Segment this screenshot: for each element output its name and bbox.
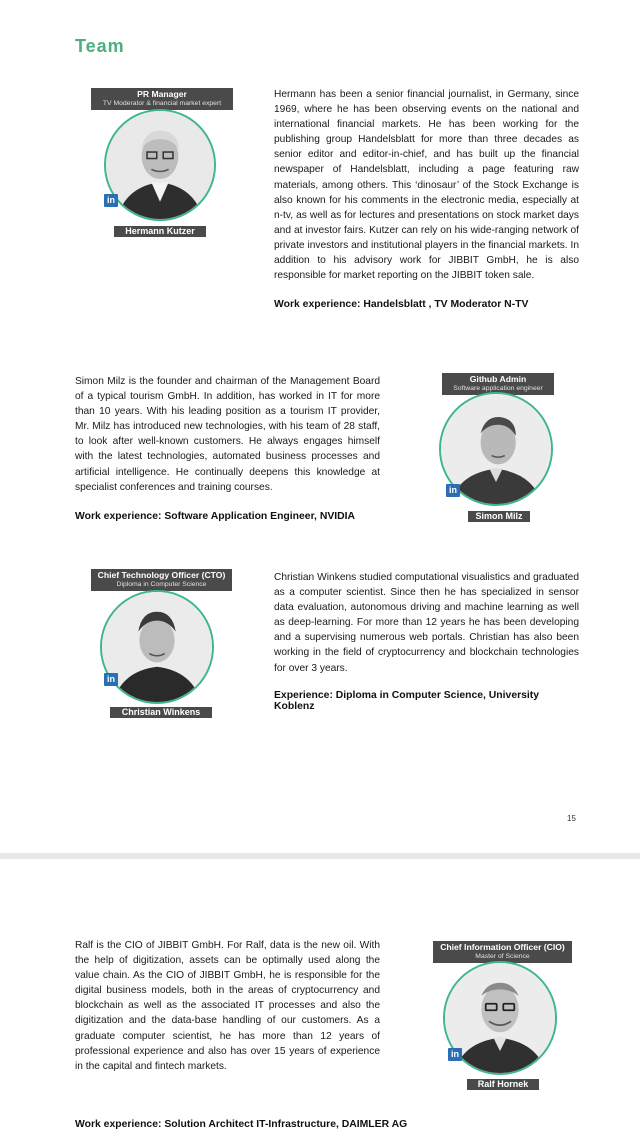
- member-bio: Ralf is the CIO of JIBBIT GmbH. For Ralf, data is the new oil. With the help of digitization, assets can be optimally used along the value chain. As the CIO of JIBBIT GmbH, he is responsible for the digital business models, both in the areas of cryptocurrency and blockchain as well as the associated IT processes and also the digitization and the data-base handling of our customers. As a graduate computer scientist, he has more than 12 years of professional experience and also has over 15 years of experience in the capital and fintech markets.: [75, 940, 380, 1072]
- linkedin-icon[interactable]: in: [104, 673, 118, 686]
- member-name: Ralf Hornek: [467, 1079, 539, 1090]
- portrait-image: [102, 592, 212, 702]
- member-bio: Simon Milz is the founder and chairman of the Management Board of a typical tourism GmbH. In addition, has worked in IT for more than 10 years. With his leading position as a tourism IT provider, Mr. Milz has introduced new technologies, with his team of 28 staff, to look after well-known customers. He always engages himself with the latest technologies, automated business processes and artificial intelligence. He continually deepens this knowledge at specialist conferences and training courses.: [75, 376, 380, 493]
- role-tag: [433, 941, 572, 963]
- member-name: Christian Winkens: [110, 707, 212, 718]
- portrait-image: [106, 111, 214, 219]
- role-title: Github Admin: [469, 374, 527, 384]
- avatar: [104, 109, 216, 221]
- linkedin-icon[interactable]: in: [104, 194, 118, 207]
- member-experience: Work experience: Solution Architect IT-Infrastructure, DAIMLER AG: [75, 1119, 408, 1130]
- member-experience: Work experience: Software Application Engineer, NVIDIA: [75, 511, 356, 522]
- role-title: Chief Information Officer (CIO): [440, 942, 565, 952]
- linkedin-icon[interactable]: in: [448, 1048, 462, 1061]
- member-name: Hermann Kutzer: [114, 226, 206, 237]
- page-title: Team: [75, 36, 125, 56]
- page-divider: [0, 853, 640, 859]
- role-subtitle: Software application engineer: [453, 385, 543, 392]
- role-subtitle: Diploma in Computer Science: [116, 581, 207, 588]
- linkedin-icon[interactable]: in: [446, 484, 460, 497]
- member-experience: Work experience: Handelsblatt , TV Moderator N-TV: [274, 299, 529, 310]
- role-subtitle: Master of Science: [475, 953, 530, 960]
- member-bio: Christian Winkens studied computational visualistics and graduated as a computer scientist. Since then he has specialized in sensor data evaluation, autonomous driving and machine learning as well as deep-learning. For more than 12 years he has been developing and a supervising numerous web portals. Christian has also been working in the field of cryptocurrency and blockchain technologies for over 3 years.: [274, 572, 579, 674]
- member-bio: Hermann has been a senior financial journalist, in Germany, since 1969, where he has been observing events on the national and international financial markets. He has been working for the publishing group Handelsblatt for more than three decades as senior editor and editor-in-chief, and has built up the financial newspaper of Handelsblatt, including a page featuring raw materials, among others. This ‘dinosaur’ of the Stock Exchange is also known for his comments in the electronic media, especially at n-tv, as well as for lectures and presentations on stock market days and at investor fairs. Kutzer can rely on his wide-ranging network of private investors and institutional players in the financial markets. In addition to his advisory work for JIBBIT GmbH, he is also responsible for market reporting on the JIBBIT token sale.: [274, 89, 579, 282]
- role-title: Chief Technology Officer (CTO): [97, 570, 226, 580]
- role-tag: [91, 569, 232, 591]
- avatar: [100, 590, 214, 704]
- role-subtitle: TV Moderator & financial market expert: [102, 100, 222, 107]
- member-experience: Experience: Diploma in Computer Science, University Koblenz: [274, 690, 540, 712]
- member-name: Simon Milz: [468, 511, 530, 522]
- role-title: PR Manager: [137, 89, 187, 99]
- role-tag: [91, 88, 233, 110]
- page-number: 15: [567, 814, 576, 823]
